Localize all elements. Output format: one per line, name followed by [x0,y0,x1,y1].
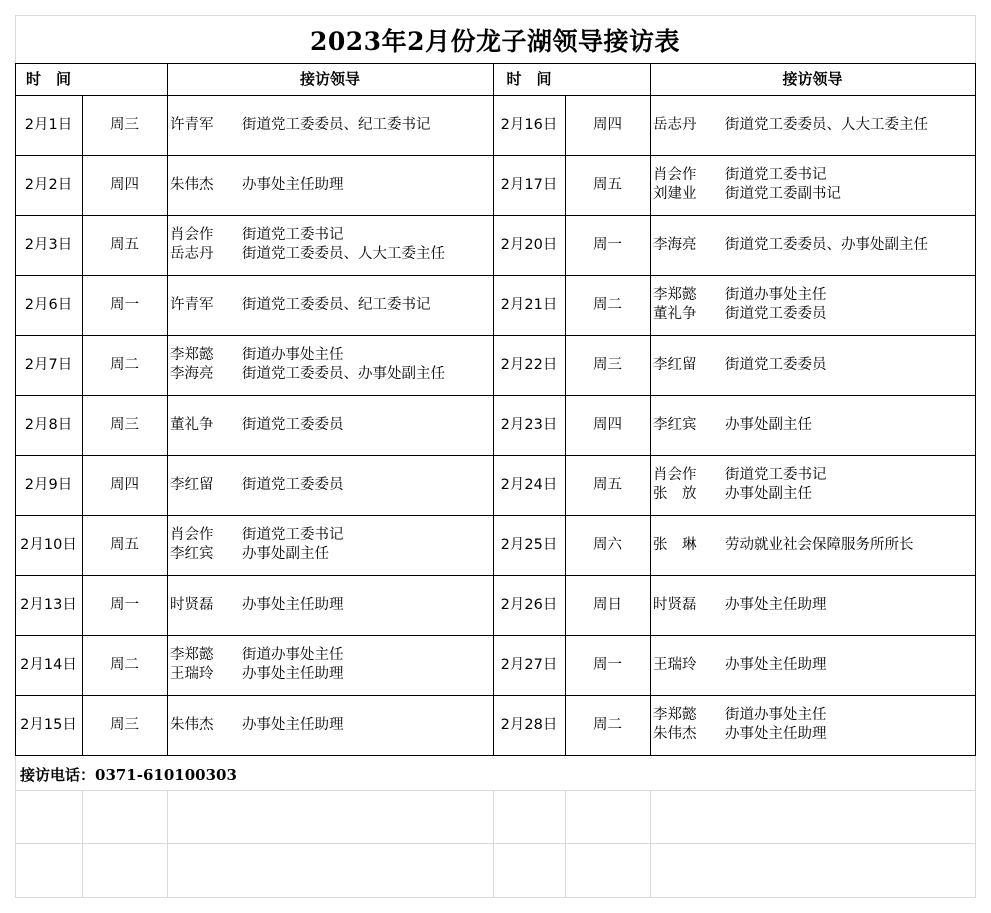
date-cell: 2月22日 [500,356,558,373]
leader-role: 街道党工委副书记 [725,186,841,202]
header-leader-right: 接访领导 [782,70,843,88]
grid-line [975,15,976,63]
leader-cell [167,95,496,155]
date-cell: 2月24日 [500,476,558,493]
grid-line [15,755,16,790]
weekday-cell: 周五 [593,176,622,193]
weekday-cell: 周四 [593,416,622,433]
header-time-right: 时 间 [506,70,552,88]
leader-name: 李红宾 [170,546,214,562]
leader-role: 办事处主任助理 [242,666,344,682]
leader-role: 街道办事处主任 [242,647,344,663]
leader-entry [170,596,344,615]
leader-name: 董礼争 [170,416,214,433]
leader-name: 李海亮 [653,236,697,253]
leader-role: 办事处主任助理 [242,176,344,193]
leader-cell [167,455,496,515]
leader-name: 王瑞玲 [170,666,214,682]
leader-name: 朱伟杰 [170,176,214,193]
date-cell: 2月21日 [500,296,558,313]
leader-role: 街道党工委委员、纪工委书记 [242,296,431,313]
weekday-cell: 周三 [593,356,622,373]
leader-name: 肖会作 [653,167,697,183]
date-cell: 2月17日 [500,176,558,193]
leader-entry [653,656,827,675]
leader-role: 街道党工委委员、办事处副主任 [242,366,445,382]
leader-entry [653,286,827,305]
leader-entry [170,346,344,365]
leader-role: 办事处主任助理 [242,596,344,613]
leader-name: 李红留 [653,356,697,373]
leader-cell [650,275,978,335]
date-cell: 2月20日 [500,236,558,253]
leader-entry [653,116,928,135]
grid-line [82,790,83,897]
date-cell: 2月10日 [20,536,77,553]
weekday-cell: 周四 [110,476,139,493]
weekday-cell: 周二 [110,356,139,373]
leader-entry [170,176,344,195]
leader-entry [653,536,914,555]
grid-line [493,790,494,897]
leader-cell [650,335,978,395]
leader-entry [653,416,812,435]
weekday-cell: 周一 [593,656,622,673]
leader-cell [650,695,978,755]
leader-entry [170,545,329,564]
leader-entry [170,226,344,245]
weekday-cell: 周一 [110,296,139,313]
leader-cell [650,515,978,575]
leader-name: 肖会作 [653,467,697,483]
leader-name: 李郑懿 [653,707,697,723]
weekday-cell: 周一 [593,236,622,253]
date-cell: 2月3日 [24,236,73,253]
leader-entry [653,236,928,255]
leader-entry [653,356,827,375]
weekday-cell: 周六 [593,536,622,553]
leader-role: 街道党工委委员 [242,476,344,493]
leader-entry [170,716,344,735]
date-cell: 2月15日 [20,716,77,733]
leader-role: 街道党工委委员 [242,416,344,433]
date-cell: 2月23日 [500,416,558,433]
date-cell: 2月2日 [24,176,73,193]
leader-role: 街道党工委委员 [725,306,827,322]
weekday-cell: 周二 [110,656,139,673]
weekday-cell: 周日 [593,596,622,613]
leader-role: 办事处主任助理 [242,716,344,733]
leader-cell [167,215,496,275]
leader-role: 劳动就业社会保障服务所所长 [725,536,914,553]
leader-cell [167,335,496,395]
leader-role: 办事处主任助理 [725,726,827,742]
leader-cell [650,575,978,635]
leader-role: 街道党工委委员、人大工委主任 [242,246,445,262]
leader-name: 董礼争 [653,306,697,322]
weekday-cell: 周一 [110,596,139,613]
phone-number: 接访电话：0371-610100303 [20,765,237,784]
date-cell: 2月9日 [24,476,73,493]
leader-cell [167,395,496,455]
leader-entry [170,116,431,135]
date-cell: 2月26日 [500,596,558,613]
date-cell: 2月7日 [24,356,73,373]
leader-name: 许青军 [170,116,214,133]
leader-cell [650,215,978,275]
leader-entry [170,665,344,684]
leader-role: 办事处副主任 [725,416,812,433]
leader-role: 街道党工委委员、纪工委书记 [242,116,431,133]
leader-name: 许青军 [170,296,214,313]
leader-name: 岳志丹 [170,246,214,262]
date-cell: 2月13日 [20,596,77,613]
leader-entry [170,416,344,435]
leader-role: 办事处主任助理 [725,596,827,613]
leader-entry [653,596,827,615]
leader-entry [653,706,827,725]
leader-name: 岳志丹 [653,116,697,133]
leader-entry [170,476,344,495]
weekday-cell: 周二 [593,716,622,733]
weekday-cell: 周二 [593,296,622,313]
leader-cell [167,695,496,755]
leader-cell [650,455,978,515]
leader-role: 办事处副主任 [242,546,329,562]
weekday-cell: 周五 [110,236,139,253]
grid-line [15,755,976,756]
leader-entry [170,245,445,264]
leader-role: 街道党工委委员、办事处副主任 [725,236,928,253]
leader-cell [167,155,496,215]
leader-cell [650,635,978,695]
leader-name: 张 琳 [653,536,697,553]
weekday-cell: 周三 [110,416,139,433]
grid-line [565,790,566,897]
leader-role: 街道办事处主任 [242,347,344,363]
leader-entry [653,725,827,744]
leader-role: 街道党工委书记 [725,467,827,483]
leader-name: 李海亮 [170,366,214,382]
leader-cell [167,575,496,635]
date-cell: 2月1日 [24,116,73,133]
grid-line [15,790,976,791]
date-cell: 2月25日 [500,536,558,553]
leader-name: 刘建业 [653,186,697,202]
date-cell: 2月14日 [20,656,77,673]
weekday-cell: 周五 [110,536,139,553]
weekday-cell: 周三 [110,116,139,133]
grid-line [167,790,168,897]
leader-entry [170,365,445,384]
leader-cell [650,395,978,455]
leader-cell [167,515,496,575]
leader-entry [653,166,827,185]
grid-line [975,790,976,897]
header-leader-left: 接访领导 [299,70,360,88]
leader-entry [653,185,841,204]
leader-role: 街道党工委委员、人大工委主任 [725,116,928,133]
weekday-cell: 周三 [110,716,139,733]
leader-name: 李红宾 [653,416,697,433]
weekday-cell: 周五 [593,476,622,493]
leader-entry [170,526,344,545]
date-cell: 2月16日 [500,116,558,133]
weekday-cell: 周四 [593,116,622,133]
leader-name: 李郑懿 [653,287,697,303]
leader-role: 街道党工委委员 [725,356,827,373]
leader-entry [170,646,344,665]
leader-role: 街道办事处主任 [725,707,827,723]
leader-entry [653,305,827,324]
date-cell: 2月27日 [500,656,558,673]
date-cell: 2月8日 [24,416,73,433]
leader-name: 李郑懿 [170,647,214,663]
grid-line [15,790,16,897]
weekday-cell: 周四 [110,176,139,193]
grid-line [15,897,976,898]
leader-name: 张 放 [653,486,697,502]
leader-name: 朱伟杰 [170,716,214,733]
grid-line [975,755,976,790]
leader-name: 王瑞玲 [653,656,697,673]
leader-name: 李郑懿 [170,347,214,363]
leader-role: 办事处副主任 [725,486,812,502]
date-cell: 2月6日 [24,296,73,313]
leader-role: 街道党工委书记 [242,527,344,543]
leader-cell [650,155,978,215]
page-title: 2023年2月份龙子湖领导接访表 [310,26,680,56]
leader-cell [167,635,496,695]
leader-role: 街道党工委书记 [242,227,344,243]
leader-name: 朱伟杰 [653,726,697,742]
leader-name: 时贤磊 [653,596,697,613]
leader-name: 李红留 [170,476,214,493]
leader-entry [170,296,431,315]
header-time-left: 时 间 [25,70,71,88]
leader-cell [650,95,978,155]
leader-role: 街道党工委书记 [725,167,827,183]
date-cell: 2月28日 [500,716,558,733]
grid-line [15,843,976,844]
grid-line [650,790,651,897]
leader-name: 时贤磊 [170,596,214,613]
leader-name: 肖会作 [170,227,214,243]
leader-entry [653,466,827,485]
leader-name: 肖会作 [170,527,214,543]
leader-role: 办事处主任助理 [725,656,827,673]
leader-entry [653,485,812,504]
leader-cell [167,275,496,335]
leader-role: 街道办事处主任 [725,287,827,303]
